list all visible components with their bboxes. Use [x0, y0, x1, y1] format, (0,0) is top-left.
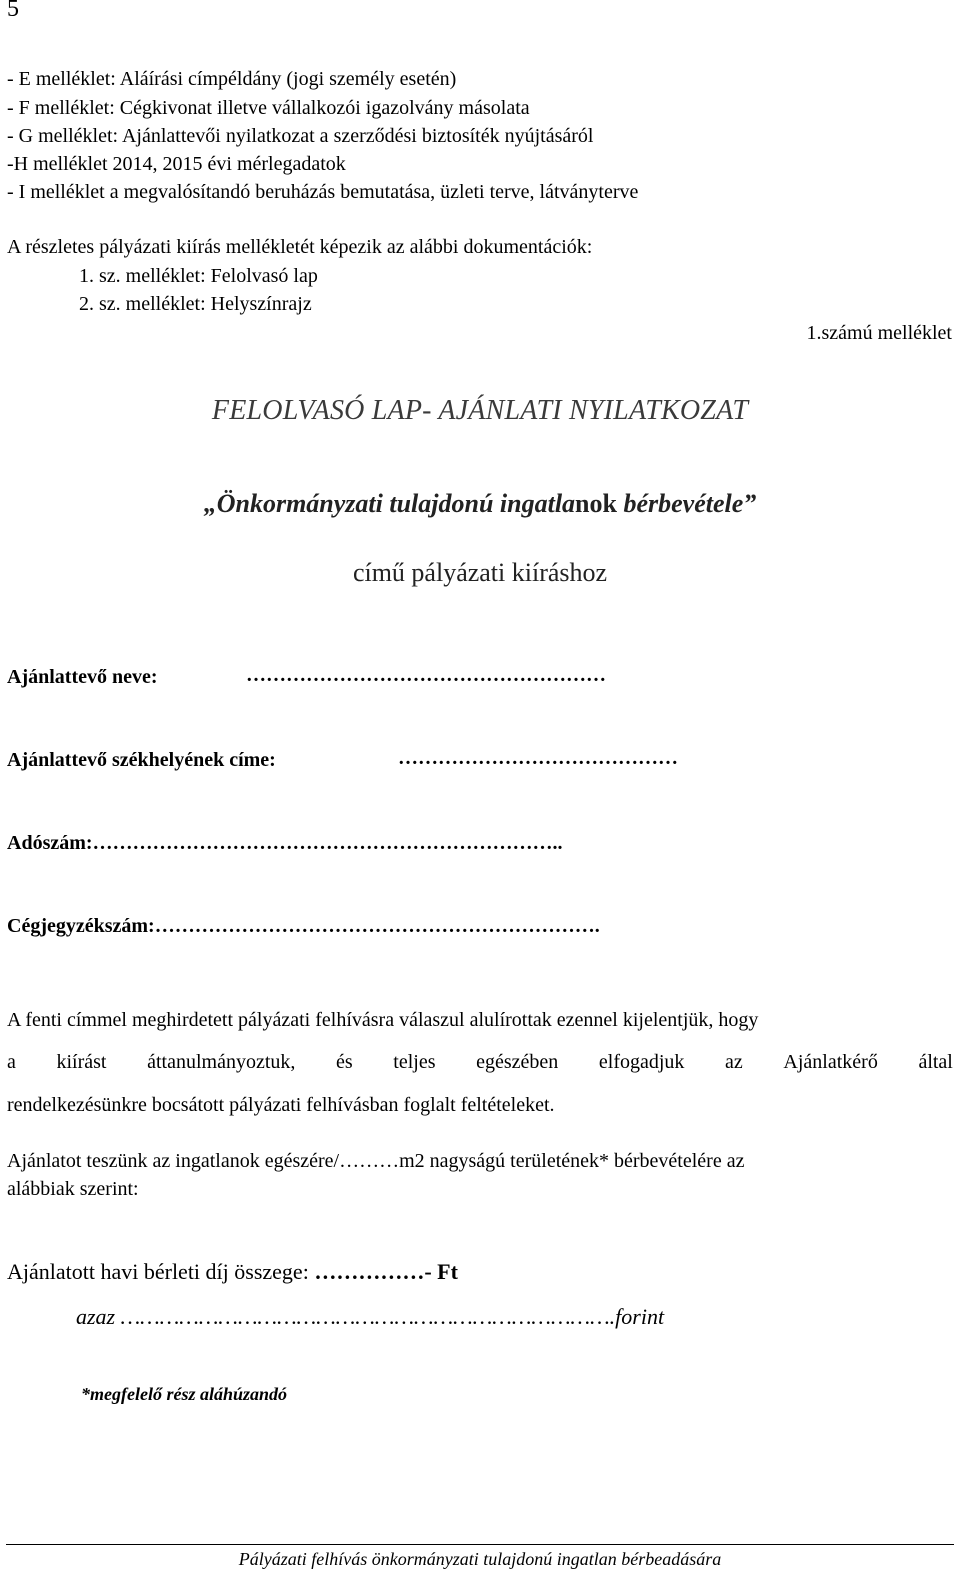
page-number: 5: [7, 0, 19, 22]
appendix-item-e: - E melléklet: Aláírási címpéldány (jogi személy esetén): [7, 68, 457, 90]
subject-part-3: bérbevétele”: [616, 489, 757, 518]
bidder-name-field[interactable]: ………………………………………………: [246, 664, 606, 686]
word: az: [725, 1051, 743, 1073]
tax-number-field[interactable]: ……………………………………………………………..: [92, 832, 563, 854]
word: a: [7, 1051, 16, 1073]
appendix-item-h: -H melléklet 2014, 2015 évi mérlegadatok: [7, 153, 346, 175]
offer-line-1: Ajánlatot teszünk az ingatlanok egészére/………m2 nagyságú területének* bérbevételére az: [7, 1150, 745, 1172]
declaration-line-3: rendelkezésünkre bocsátott pályázati felhívásban foglalt feltételeket.: [7, 1094, 555, 1116]
underline-note: *megfelelő rész aláhúzandó: [81, 1384, 288, 1404]
footer-divider: [6, 1544, 954, 1545]
document-item-2: 2. sz. melléklet: Helyszínrajz: [79, 293, 312, 315]
company-reg-field[interactable]: ………………………………………………………….: [154, 915, 600, 937]
word: által: [918, 1051, 953, 1073]
word: teljes: [393, 1051, 436, 1073]
tender-subtitle: című pályázati kiíráshoz: [352, 558, 608, 587]
bidder-seat-label: Ajánlattevő székhelyének címe:: [7, 749, 276, 771]
monthly-fee-line: [7, 1259, 458, 1285]
form-title: FELOLVASÓ LAP- AJÁNLATI NYILATKOZAT: [211, 395, 749, 426]
appendix-item-f: - F melléklet: Cégkivonat illetve vállalkozói igazolvány másolata: [7, 97, 530, 119]
word: Ajánlatkérő: [783, 1051, 878, 1073]
declaration-line-2-words: [7, 1051, 953, 1074]
monthly-fee-label: Ajánlatott havi bérleti díj összege:: [7, 1259, 315, 1284]
company-reg-label-text: Cégjegyzékszám:: [7, 915, 155, 937]
word: áttanulmányoztuk,: [147, 1051, 296, 1073]
appendix-item-g: - G melléklet: Ajánlattevői nyilatkozat a szerződési biztosíték nyújtásáról: [7, 125, 594, 147]
bidder-name-label: Ajánlattevő neve:: [7, 666, 158, 688]
documents-intro: A részletes pályázati kiírás mellékletét képezik az alábbi dokumentációk:: [7, 236, 593, 258]
declaration-line-2: [7, 1051, 953, 1074]
appendix-item-i: - I melléklet a megvalósítandó beruházás bemutatása, üzleti terve, látványterve: [7, 181, 639, 203]
monthly-fee-field[interactable]: ……………- Ft: [314, 1259, 458, 1284]
tender-subject: [0, 489, 960, 519]
word: kiírást: [56, 1051, 107, 1073]
subject-part-1: „Önkormányzati tulajdonú ingatla: [203, 489, 576, 518]
page-footer: Pályázati felhívás önkormányzati tulajdonú ingatlan bérbeadására: [238, 1549, 722, 1569]
bidder-seat-field[interactable]: ……………………………………: [398, 747, 678, 769]
annex-label: 1.számú melléklet: [806, 322, 952, 344]
fee-in-words-field[interactable]: azaz ………………………………………………………………….forint: [76, 1304, 665, 1329]
word: egészében: [476, 1051, 559, 1073]
offer-line-2: alábbiak szerint:: [7, 1178, 139, 1200]
declaration-line-1: A fenti címmel meghirdetett pályázati felhívásra válaszul alulírottak ezennel kijelentjük, hogy: [7, 1009, 759, 1031]
tax-number-label-text: Adószám:: [7, 832, 93, 854]
word: elfogadjuk: [598, 1051, 685, 1073]
word: és: [336, 1051, 353, 1073]
subject-part-2: nok: [575, 489, 617, 518]
company-reg-label: [7, 915, 600, 938]
tax-number-label: [7, 832, 563, 855]
document-item-1: 1. sz. melléklet: Felolvasó lap: [79, 265, 318, 287]
